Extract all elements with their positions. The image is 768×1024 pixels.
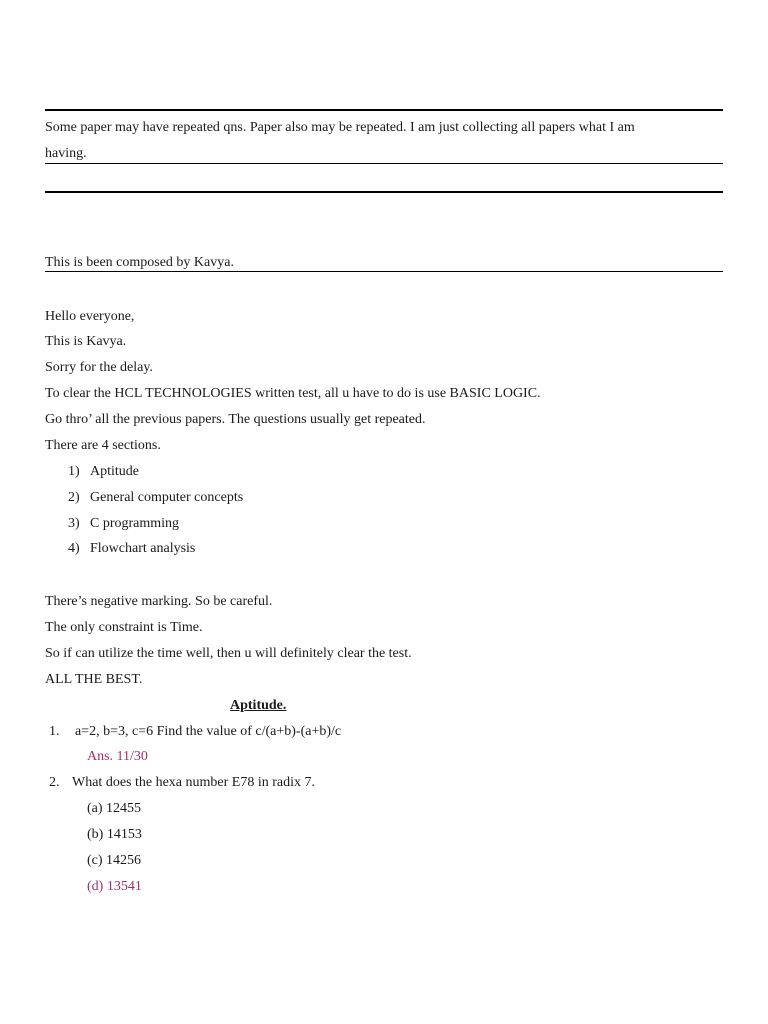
composed-by-rule [45,271,723,272]
section-number: 1) [68,464,80,479]
section-number: 4) [68,541,80,556]
answer-text: Ans. 11/30 [87,749,148,764]
section-label: Flowchart analysis [90,541,196,556]
aptitude-heading: Aptitude. [230,698,287,713]
sections-line: There are 4 sections. [45,438,161,453]
name-line: This is Kavya. [45,334,127,349]
section-divider [45,191,723,193]
notice-line-1: Some paper may have repeated qns. Paper also may be repeated. I am just collecting all papers what I am [45,120,635,135]
utilize-line: So if can utilize the time well, then u will definitely clear the test. [45,646,412,661]
apology-line: Sorry for the delay. [45,360,153,375]
negative-marking-line: There’s negative marking. So be careful. [45,594,273,609]
top-rule [45,109,723,111]
question-text: What does the hexa number E78 in radix 7. [72,775,315,790]
section-label: Aptitude [90,464,139,479]
constraint-line: The only constraint is Time. [45,620,203,635]
question-text: a=2, b=3, c=6 Find the value of c/(a+b)-(a+b)/c [75,724,342,739]
question-number: 2. [49,775,60,790]
notice-bottom-rule [45,163,723,164]
greeting: Hello everyone, [45,309,135,324]
section-number: 3) [68,516,80,531]
section-label: C programming [90,516,180,531]
question-number: 1. [49,724,60,739]
papers-line: Go thro’ all the previous papers. The questions usually get repeated. [45,412,426,427]
notice-line-2: having. [45,146,87,161]
composed-by-line: This is been composed by Kavya. [45,255,234,270]
section-label: General computer concepts [90,490,244,505]
option-a: (a) 12455 [87,801,142,816]
option-b: (b) 14153 [87,827,142,842]
option-c: (c) 14256 [87,853,142,868]
option-d-answer: (d) 13541 [87,879,142,894]
all-the-best-line: ALL THE BEST. [45,672,143,687]
section-number: 2) [68,490,80,505]
logic-line: To clear the HCL TECHNOLOGIES written test, all u have to do is use BASIC LOGIC. [45,386,541,401]
